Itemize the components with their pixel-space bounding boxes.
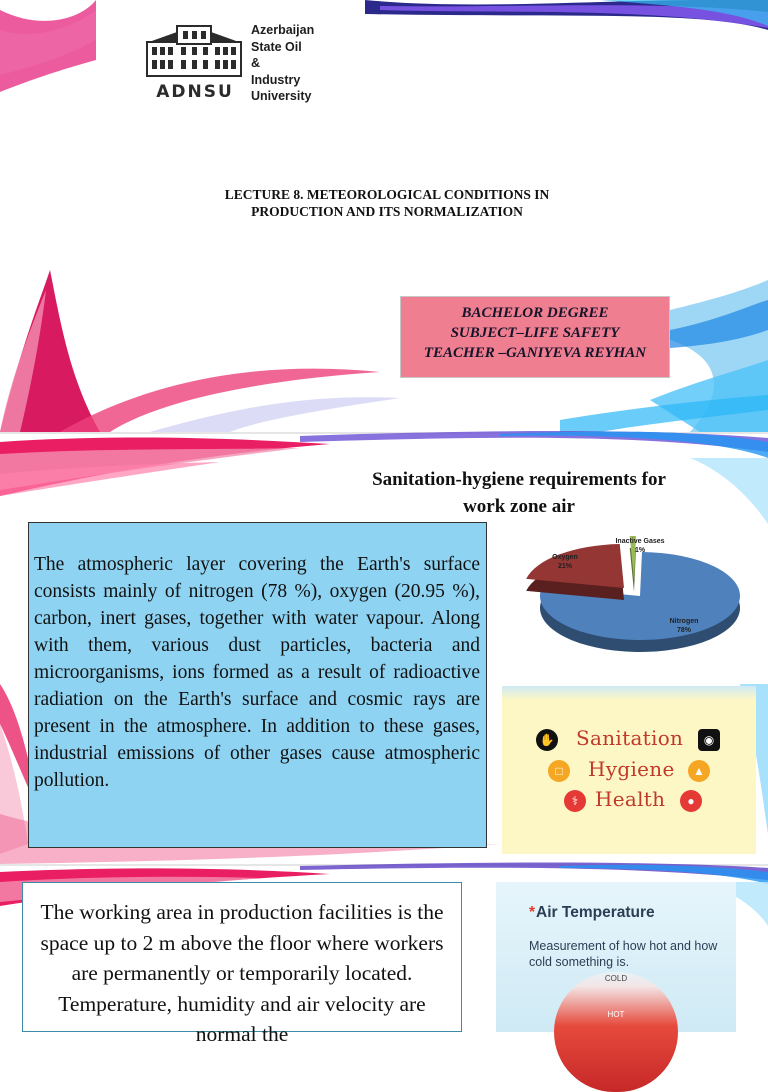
lecture-title bbox=[150, 186, 624, 220]
lecture-title-line: LECTURE 8. METEOROLOGICAL CONDITIONS IN bbox=[224, 187, 550, 202]
air-temperature-description: Measurement of how hot and how cold something is. bbox=[529, 939, 718, 969]
pie-label-percent: 21% bbox=[557, 562, 572, 570]
university-logo bbox=[145, 20, 325, 108]
working-area-paragraph: The working area in production facilities is the space up to 2 m above the floor where workers are permanently or temporarily located. Temperature, humidity and air velocity are normal the bbox=[40, 900, 444, 1046]
course-info-box bbox=[400, 296, 670, 378]
logo-name-line: & bbox=[251, 56, 261, 70]
pie-label-oxygen bbox=[540, 554, 590, 571]
lecture-title-line: PRODUCTION AND ITS NORMALIZATION bbox=[251, 204, 523, 219]
air-temperature-card bbox=[496, 882, 736, 1032]
degree-label: BACHELOR DEGREE bbox=[461, 305, 609, 321]
sanitation-word: Sanitation bbox=[576, 726, 684, 750]
logo-name-line: State Oil bbox=[251, 39, 302, 54]
air-title-star: * bbox=[529, 904, 536, 921]
slide-heading-line: work zone air bbox=[463, 496, 575, 517]
card-top-band bbox=[502, 686, 756, 700]
pills-icon: ● bbox=[680, 790, 702, 812]
pie-label-name: Inactive Gases bbox=[615, 538, 665, 545]
working-area-text-box bbox=[22, 882, 462, 1046]
air-title-text: Air Temperature bbox=[536, 904, 655, 921]
washing-machine-icon: ◉ bbox=[698, 729, 720, 751]
hot-label: HOT bbox=[607, 1010, 625, 1019]
working-area-slide bbox=[0, 866, 768, 1046]
cold-label: COLD bbox=[604, 974, 628, 983]
pie-label-name: Oxygen bbox=[552, 554, 578, 561]
pie-label-inactive-gases bbox=[610, 538, 670, 555]
pie-label-name: Nitrogen bbox=[669, 618, 699, 625]
soap-icon: □ bbox=[548, 760, 570, 782]
slide-heading bbox=[330, 466, 708, 520]
logo-abbreviation: ADNSU bbox=[156, 82, 234, 102]
atmosphere-paragraph: The atmospheric layer covering the Earth's surface consists mainly of nitrogen (78 %), oxygen (20.95 %), carbon, inert gases, together with water vapour. Along with them, various dust particles, bacteria and microorganisms, ions formed as a result of radioactive radiation on the Earth's surface and cosmic rays are present in the atmosphere. In addition to these gases, industrial emissions of other gases cause atmospheric pollution. bbox=[34, 554, 480, 791]
air-temperature-title bbox=[529, 904, 655, 922]
pie-label-percent: 78% bbox=[676, 626, 691, 634]
air-composition-chart bbox=[500, 530, 752, 682]
subject-label: SUBJECT–LIFE SAFETY bbox=[450, 325, 620, 341]
shower-icon: ▲ bbox=[688, 760, 710, 782]
sanitation-hygiene-health-card bbox=[502, 686, 756, 854]
stethoscope-icon: ⚕ bbox=[564, 790, 586, 812]
slide-heading-line: Sanitation-hygiene requirements for bbox=[372, 469, 666, 490]
logo-name-line: University bbox=[251, 89, 312, 103]
atmosphere-text-box bbox=[28, 522, 487, 848]
health-word: Health bbox=[595, 787, 666, 811]
logo-name-line: Azerbaijan bbox=[251, 23, 315, 37]
title-slide bbox=[0, 0, 768, 432]
hand-washing-icon: ✋ bbox=[536, 729, 558, 751]
sanitation-slide bbox=[0, 434, 768, 864]
thermometer-bulb bbox=[554, 972, 678, 1092]
logo-name-line: Industry bbox=[251, 72, 301, 87]
pie-label-nitrogen bbox=[658, 618, 710, 635]
teacher-label: TEACHER –GANIYEVA REYHAN bbox=[423, 345, 647, 361]
hygiene-word: Hygiene bbox=[588, 757, 675, 781]
pie-label-percent: 1% bbox=[634, 546, 646, 554]
